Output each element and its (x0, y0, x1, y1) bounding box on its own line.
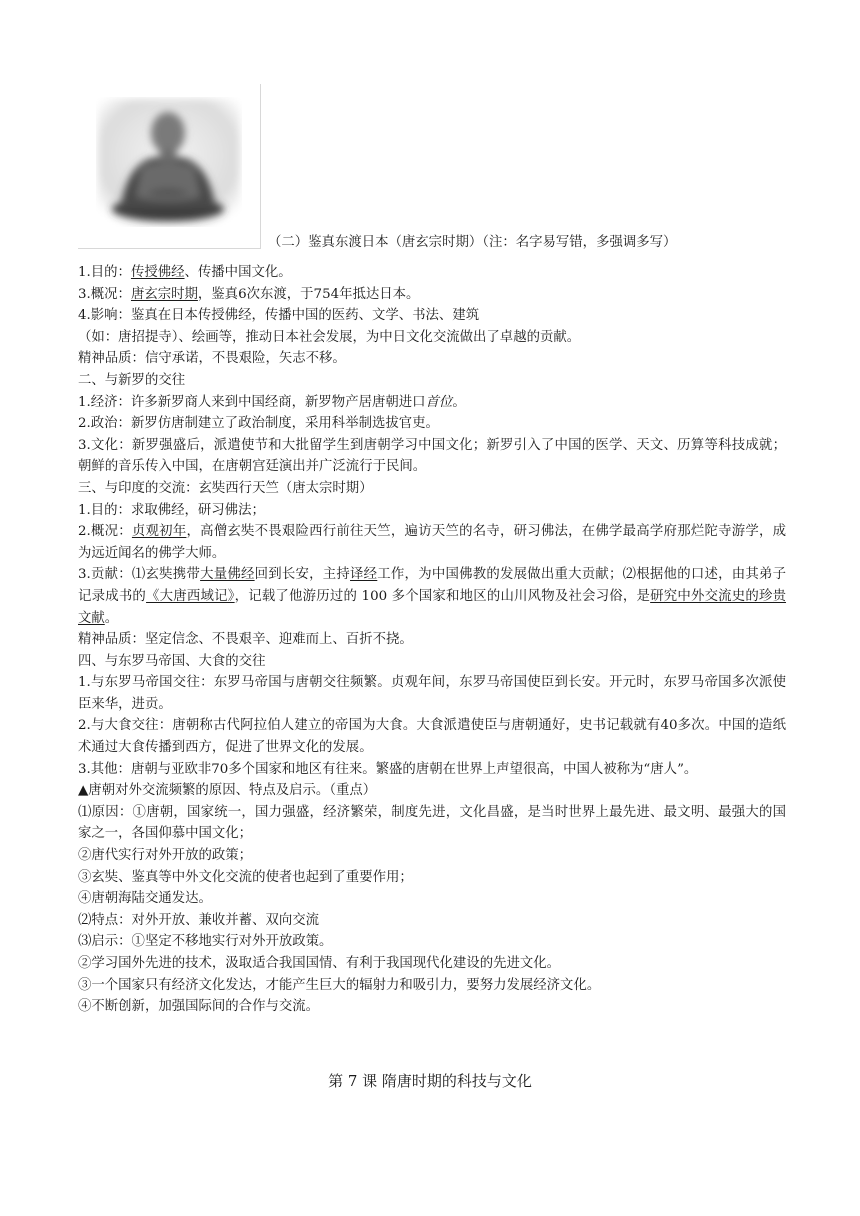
byzantine-exchange: 1.与东罗马帝国交往：东罗马帝国与唐朝交往频繁。贞观年间，东罗马帝国使臣到长安。开元时，东罗马帝国多次派使臣来华，进贡。 (78, 675, 786, 712)
heading-rome-arabia: 四、与东罗马帝国、大食的交往 (78, 653, 266, 669)
jianzhen-influence: 4.影响：鉴真在日本传授佛经，传播中国的医药、文学、书法、建筑 (78, 308, 480, 324)
reason-1: ⑴原因：①唐朝，国家统一，国力强盛，经济繁荣，制度先进，文化昌盛，是当时世界上最先进、最文明、最强大的国家之一，各国仰慕中国文化； (78, 804, 786, 842)
dashi-exchange: 2.与大食交往：唐朝称古代阿拉伯人建立的帝国为大食。大食派遣使臣与唐朝通好，史书记载就有40多次。中国的造纸术通过大食传播到西方，促进了世界文化的发展。 (78, 718, 786, 756)
heading-silla: 二、与新罗的交往 (78, 372, 186, 388)
underline-term: 《大唐西域记》 (146, 588, 235, 604)
section-caption-jianzhen: （二）鉴真东渡日本（唐玄宗时期）（注：名字易写错，多强调多写） (268, 235, 677, 250)
document-body (78, 262, 786, 1018)
jianzhen-spirit: 精神品质：信守承诺，不畏艰险，矢志不移。 (78, 351, 346, 367)
heading-india: 三、与印度的交流：玄奘西行天竺（唐太宗时期） (78, 480, 373, 496)
jianzhen-purpose: 1.目的：传授佛经、传播中国文化。 (78, 265, 292, 280)
reason-2: ②唐代实行对外开放的政策； (78, 848, 253, 864)
lesson-2: ②学习国外先进的技术，汲取适合我国国情、有利于我国现代化建设的先进文化。 (78, 956, 561, 971)
lesson-4: ④不断创新，加强国际间的合作与交流。 (78, 999, 320, 1015)
underline-term: 贞观初年 (131, 524, 187, 540)
xuanzang-overview: 2.概况：贞观初年，高僧玄奘不畏艰险西行前往天竺，遍访天竺的名寺，研习佛法，在佛学最高学府那烂陀寺游学，成为远近闻名的佛学大师。 (78, 524, 787, 561)
silla-culture: 3.文化：新罗强盛后，派遣使节和大批留学生到唐朝学习中国文化；新罗引入了中国的医学、天文、历算等科技成就；朝鲜的音乐传入中国，在唐朝宫廷演出并广泛流行于民间。 (78, 437, 786, 475)
silla-politics: 2.政治：新罗仿唐制建立了政治制度，采用科举制选拔官吏。 (78, 416, 439, 432)
reason-3: ③玄奘、鉴真等中外文化交流的使者也起到了重要作用； (78, 869, 413, 885)
lesson-3: ③一个国家只有经济文化发达，才能产生巨大的辐射力和吸引力，要努力发展经济文化。 (78, 977, 601, 993)
jianzhen-statue-image (78, 84, 261, 249)
statue-photo (96, 97, 242, 227)
xuanzang-spirit: 精神品质：坚定信念、不畏艰辛、迎难而上、百折不挠。 (78, 632, 413, 648)
feature: ⑵特点：对外开放、兼收并蓄、双向交流 (78, 912, 320, 928)
jianzhen-overview: 3.概况：唐玄宗时期，鉴真6次东渡，于754年抵达日本。 (78, 286, 420, 302)
underline-term: 研究中外交流史的珍贵文献 (78, 588, 787, 626)
xuanzang-purpose: 1.目的：求取佛经，研习佛法； (78, 502, 265, 518)
heading-key-point: ▲唐朝对外交流频繁的原因、特点及启示。（重点） (78, 783, 377, 799)
lesson-title: 第 7 课 隋唐时期的科技与文化 (328, 1072, 532, 1090)
underline-term: 唐玄宗时期 (130, 286, 198, 302)
jianzhen-influence-cont: （如：唐招提寺）、绘画等，推动日本社会发展，为中日文化交流做出了卓越的贡献。 (78, 329, 581, 345)
italic-term: 首位 (425, 394, 453, 410)
lesson-1: ⑶启示：①坚定不移地实行对外开放政策。 (78, 934, 333, 950)
silla-economy: 1.经济：许多新罗商人来到中国经商，新罗物产居唐朝进口首位。 (78, 394, 466, 410)
underline-term: 大量佛经 (200, 567, 255, 583)
xuanzang-contribution: 3.贡献：⑴玄奘携带大量佛经回到长安，主持译经工作，为中国佛教的发展做出重大贡献；⑵根据他的口述，由其弟子记录成书的《大唐西域记》，记载了他游历过的 100 多个国家和地区的山川风物及社会习俗，是研究中外交流史的珍贵文献。 (78, 567, 787, 626)
underline-term: 传授佛经 (130, 265, 185, 280)
underline-term: 译经 (350, 567, 378, 583)
reason-4: ④唐朝海陆交通发达。 (78, 891, 212, 907)
other-exchange: 3.其他：唐朝与亚欧非70多个国家和地区有往来。繁盛的唐朝在世界上声望很高，中国人被称为“唐人”。 (78, 761, 698, 777)
